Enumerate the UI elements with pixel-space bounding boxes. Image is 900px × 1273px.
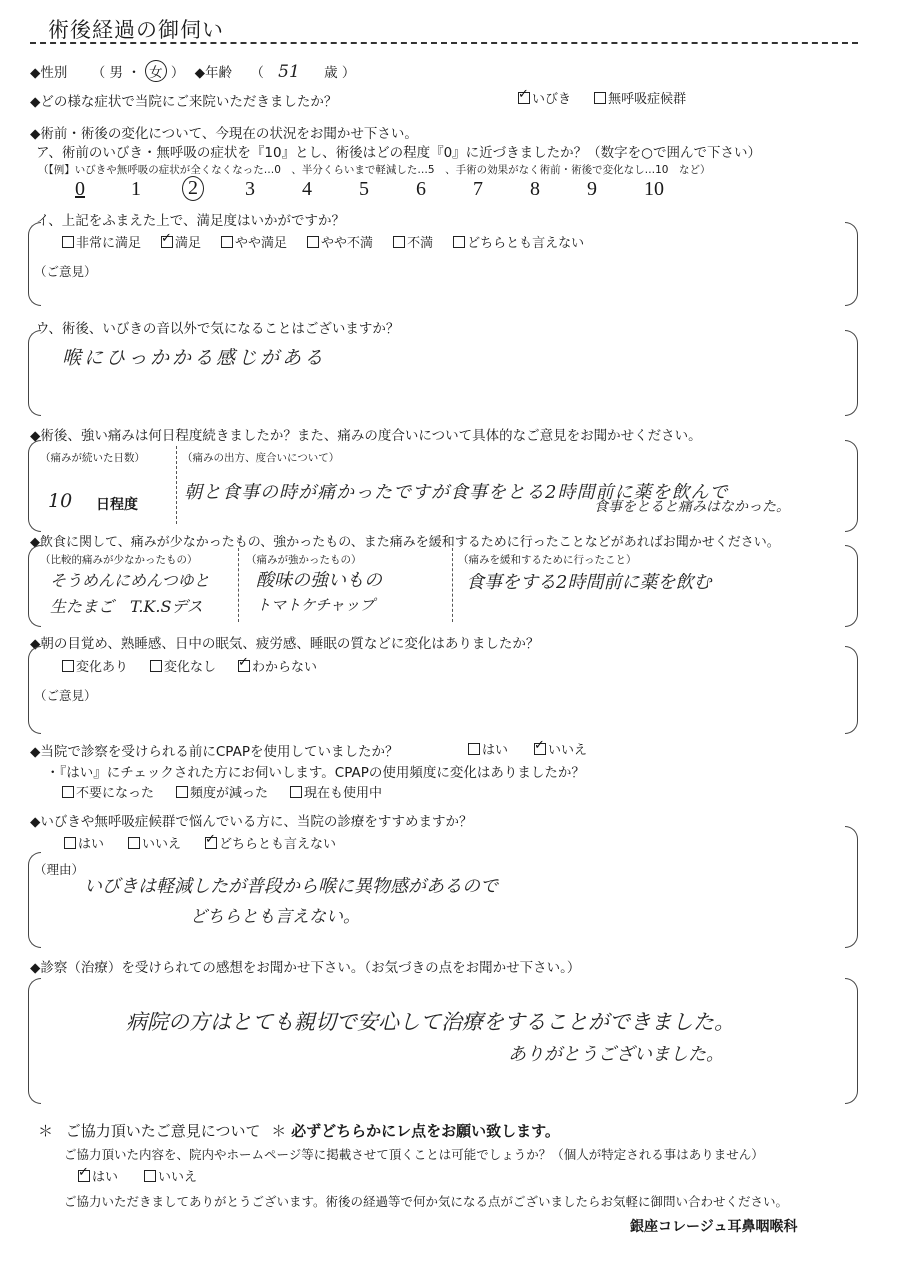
impression-line1[interactable]: 病院の方はとても親切で安心して治療をすることができました。 [126,1010,735,1034]
cpap-sub-options [62,782,404,801]
option-label: 不要になった [76,786,155,801]
option-label: いいえ [548,743,588,758]
option-label: 変化なし [164,660,217,675]
change-question-a: ア、術前のいびき・無呼吸の症状を『10』とし、術後はどの程度『0』に近づきましたか？（数字を○で囲んで下さい） [36,145,761,161]
food-less-label: （比較的痛みが少なかったもの） [40,554,198,566]
scale-number-8[interactable]: 8 [530,178,540,200]
satisfaction-options [62,232,604,251]
checkbox[interactable] [205,837,217,849]
pain-days-value[interactable]: 10 [48,490,73,512]
option-label: いいえ [142,837,182,852]
other-question: ウ、術後、いびきの音以外で気になることはございますか？ [36,321,400,337]
bracket-right [845,440,858,532]
option-label: 無呼吸症候群 [608,92,687,107]
footer-thanks: ご協力いただきましてありがとうございます。術後の経過等で何か気になる点がございましたらお気軽に御問い合わせください。 [64,1194,789,1209]
option-label: 非常に満足 [76,236,142,251]
reason-label: （理由） [34,862,85,877]
option-rec-0[interactable] [64,833,104,852]
scale-number-2[interactable]: 2 [182,176,204,201]
bracket-right [845,330,858,416]
gender-open: （ [91,65,106,81]
checkbox[interactable] [150,660,162,672]
option-label: はい [92,1170,119,1185]
footer-note2: 必ずどちらかにレ点をお願い致します。 [291,1122,560,1140]
divider [176,446,177,524]
age-label: ◆年齢 [194,65,233,81]
option-label: わからない [252,660,318,675]
checkbox[interactable] [62,236,74,248]
checkbox[interactable] [534,743,546,755]
scale-number-9[interactable]: 9 [587,178,597,200]
checkbox[interactable] [64,837,76,849]
checkbox[interactable] [307,236,319,248]
bracket-right [845,978,858,1104]
reason-line1[interactable]: いびきは軽減したが普段から喉に異物感があるので [84,876,498,897]
age-close: ） [341,65,356,81]
option-label: いいえ [158,1170,198,1185]
gender-row [30,60,355,82]
food-strong-line1[interactable]: 酸味の強いもの [256,570,382,591]
scale-number-1[interactable]: 1 [131,178,141,200]
pain-question: ◆術後、強い痛みは何日程度続きましたか？また、痛みの度合いについて具体的なご意見をお聞かせください。 [30,428,702,444]
option-label: 不満 [407,236,434,251]
change-example: （【例】いびきや無呼吸の症状が全くなくなった…0 、半分くらいまで軽減した…5 、手術の効果がなく術前・術後で変化なし…10 など） [38,164,711,176]
bracket-right [845,826,858,948]
cpap-question: ◆当院で診察を受けられる前にCPAPを使用していましたか？ [30,744,399,760]
food-less-line2[interactable]: 生たまご T.K.Sデス [50,597,203,616]
change-question-b: イ、上記をふまえた上で、満足度はいかがですか？ [36,213,346,229]
option-rec-1[interactable] [128,833,181,852]
scale-number-4[interactable]: 4 [302,178,312,200]
checkbox[interactable] [176,786,188,798]
option-cpap-1[interactable] [534,739,587,758]
checkbox[interactable] [393,236,405,248]
pain-days-label: （痛みが続いた日数） [40,452,145,464]
option-label: やや満足 [235,236,288,251]
option-rec-2[interactable] [205,833,336,852]
checkbox-apnea[interactable] [594,92,606,104]
checkbox-snoring[interactable] [518,92,530,104]
divider [238,548,239,622]
symptom-question: ◆どの様な症状で当院にご来院いただきましたか？ [30,94,338,110]
impression-line2[interactable]: ありがとうございました。 [508,1044,724,1065]
option-label: やや不満 [321,236,374,251]
option-foot-1[interactable] [144,1166,197,1185]
scale-number-10[interactable]: 10 [644,178,664,200]
checkbox[interactable] [62,660,74,672]
option-cpapsub-0[interactable] [62,782,154,801]
pain-days-unit: 日程度 [96,497,138,513]
option-label: いびき [532,92,572,107]
option-cpap-0[interactable] [468,739,508,758]
gender-close: ） [170,65,185,81]
checkbox[interactable] [144,1170,156,1182]
scale-number-7[interactable]: 7 [473,178,483,200]
change-header: ◆術前・術後の変化について、今現在の状況をお聞かせ下さい。 [30,126,418,142]
food-question: ◆飲食に関して、痛みが少なかったもの、強かったもの、また痛みを緩和するために行ったことなどがあればお聞かせください。 [30,535,780,550]
symptom-options [518,88,704,107]
option-sat-0[interactable] [62,232,141,251]
clinic-name: 銀座コレージュ耳鼻咽喉科 [630,1219,798,1235]
age-unit: 歳 [324,65,338,81]
checkbox[interactable] [62,786,74,798]
title-underline [30,42,858,44]
option-cpapsub-1[interactable] [176,782,268,801]
age-value[interactable]: 51 [278,62,300,82]
gender-label: ◆性別 [30,65,68,81]
bracket-right [845,222,858,306]
footer-options [78,1166,223,1185]
option-sat-1[interactable] [161,232,201,251]
checkbox[interactable] [78,1170,90,1182]
sleep-options [62,656,339,675]
gender-male: 男 [109,65,123,81]
scale-number-0[interactable]: 0 [75,178,85,200]
option-label: はい [78,837,105,852]
option-label: 変化あり [76,660,129,675]
impression-question: ◆診察（治療）を受けられての感想をお聞かせ下さい。（お気づきの点をお聞かせ下さい。） [30,960,581,976]
scale-number-6[interactable]: 6 [416,178,426,200]
footer-note-row [38,1120,560,1141]
divider [452,548,453,622]
cpap-options [468,739,613,758]
bracket-left [28,978,41,1104]
cpap-sub-question: ・『はい』にチェックされた方にお伺いします。CPAPの使用頻度に変化はありましたか？ [46,765,585,781]
age-open: （ [250,65,264,81]
option-label: 頻度が減った [190,786,269,801]
recommend-question: ◆いびきや無呼吸症候群で悩んでいる方に、当院の診療をすすめますか？ [30,814,473,830]
option-foot-0[interactable] [78,1166,118,1185]
pain-detail-line1[interactable]: 朝と食事の時が痛かったですが食事をとる2時間前に薬を飲んで [184,482,729,503]
reason-line2[interactable]: どちらとも言えない。 [190,907,360,927]
option-sat-3[interactable] [307,232,373,251]
other-answer[interactable]: 喉にひっかかる感じがある [62,347,327,369]
option-sleep-1[interactable] [150,656,216,675]
scale-number-3[interactable]: 3 [245,178,255,200]
footer-star: ＊ [38,1122,54,1140]
food-relief-line1[interactable]: 食事をする2時間前に薬を飲む [466,572,712,593]
bracket-right [845,545,858,627]
page-title: 術後経過の御伺い [48,18,224,42]
option-label: 現在も使用中 [304,786,383,801]
option-cpapsub-2[interactable] [290,782,382,801]
opinion-label: （ご意見） [34,264,97,279]
option-label: はい [482,743,509,758]
footer-star: ＊ [271,1122,287,1140]
footer-permission: ご協力頂いた内容を、院内やホームページ等に掲載させて頂くことは可能でしょうか？（個人が特定される事はありません） [64,1147,764,1162]
checkbox[interactable] [221,236,233,248]
gender-female[interactable]: 女 [145,60,167,82]
option-label: どちらとも言えない [467,236,585,251]
gender-dot: ・ [127,65,141,81]
option-sleep-0[interactable] [62,656,128,675]
footer-note1: ご協力頂いたご意見について [65,1122,261,1140]
pain-detail-label: （痛みの出方、度合いについて） [182,452,340,464]
scale-number-5[interactable]: 5 [359,178,369,200]
checkbox[interactable] [453,236,465,248]
bracket-right [845,646,858,734]
checkbox[interactable] [161,236,173,248]
option-snoring[interactable] [518,88,571,107]
option-sat-5[interactable] [453,232,584,251]
sleep-opinion-label: （ご意見） [34,688,97,703]
bracket-left [28,330,41,416]
sleep-question: ◆朝の目覚め、熟睡感、日中の眠気、疲労感、睡眠の質などに変化はありましたか？ [30,636,540,652]
pain-detail-line2[interactable]: 食事をとると痛みはなかった。 [594,499,790,515]
option-apnea[interactable] [594,88,686,107]
option-sat-4[interactable] [393,232,433,251]
option-label: 満足 [175,236,202,251]
recommend-options [64,833,360,852]
food-strong-label: （痛みが強かったもの） [246,554,362,566]
checkbox[interactable] [468,743,480,755]
option-sat-2[interactable] [221,232,287,251]
checkbox[interactable] [238,660,250,672]
food-strong-line2[interactable]: トマトケチャップ [256,596,375,614]
option-sleep-2[interactable] [238,656,317,675]
checkbox[interactable] [290,786,302,798]
food-relief-label: （痛みを緩和するために行ったこと） [458,554,637,566]
checkbox[interactable] [128,837,140,849]
food-less-line1[interactable]: そうめんにめんつゆと [50,571,210,590]
option-label: どちらとも言えない [219,837,337,852]
